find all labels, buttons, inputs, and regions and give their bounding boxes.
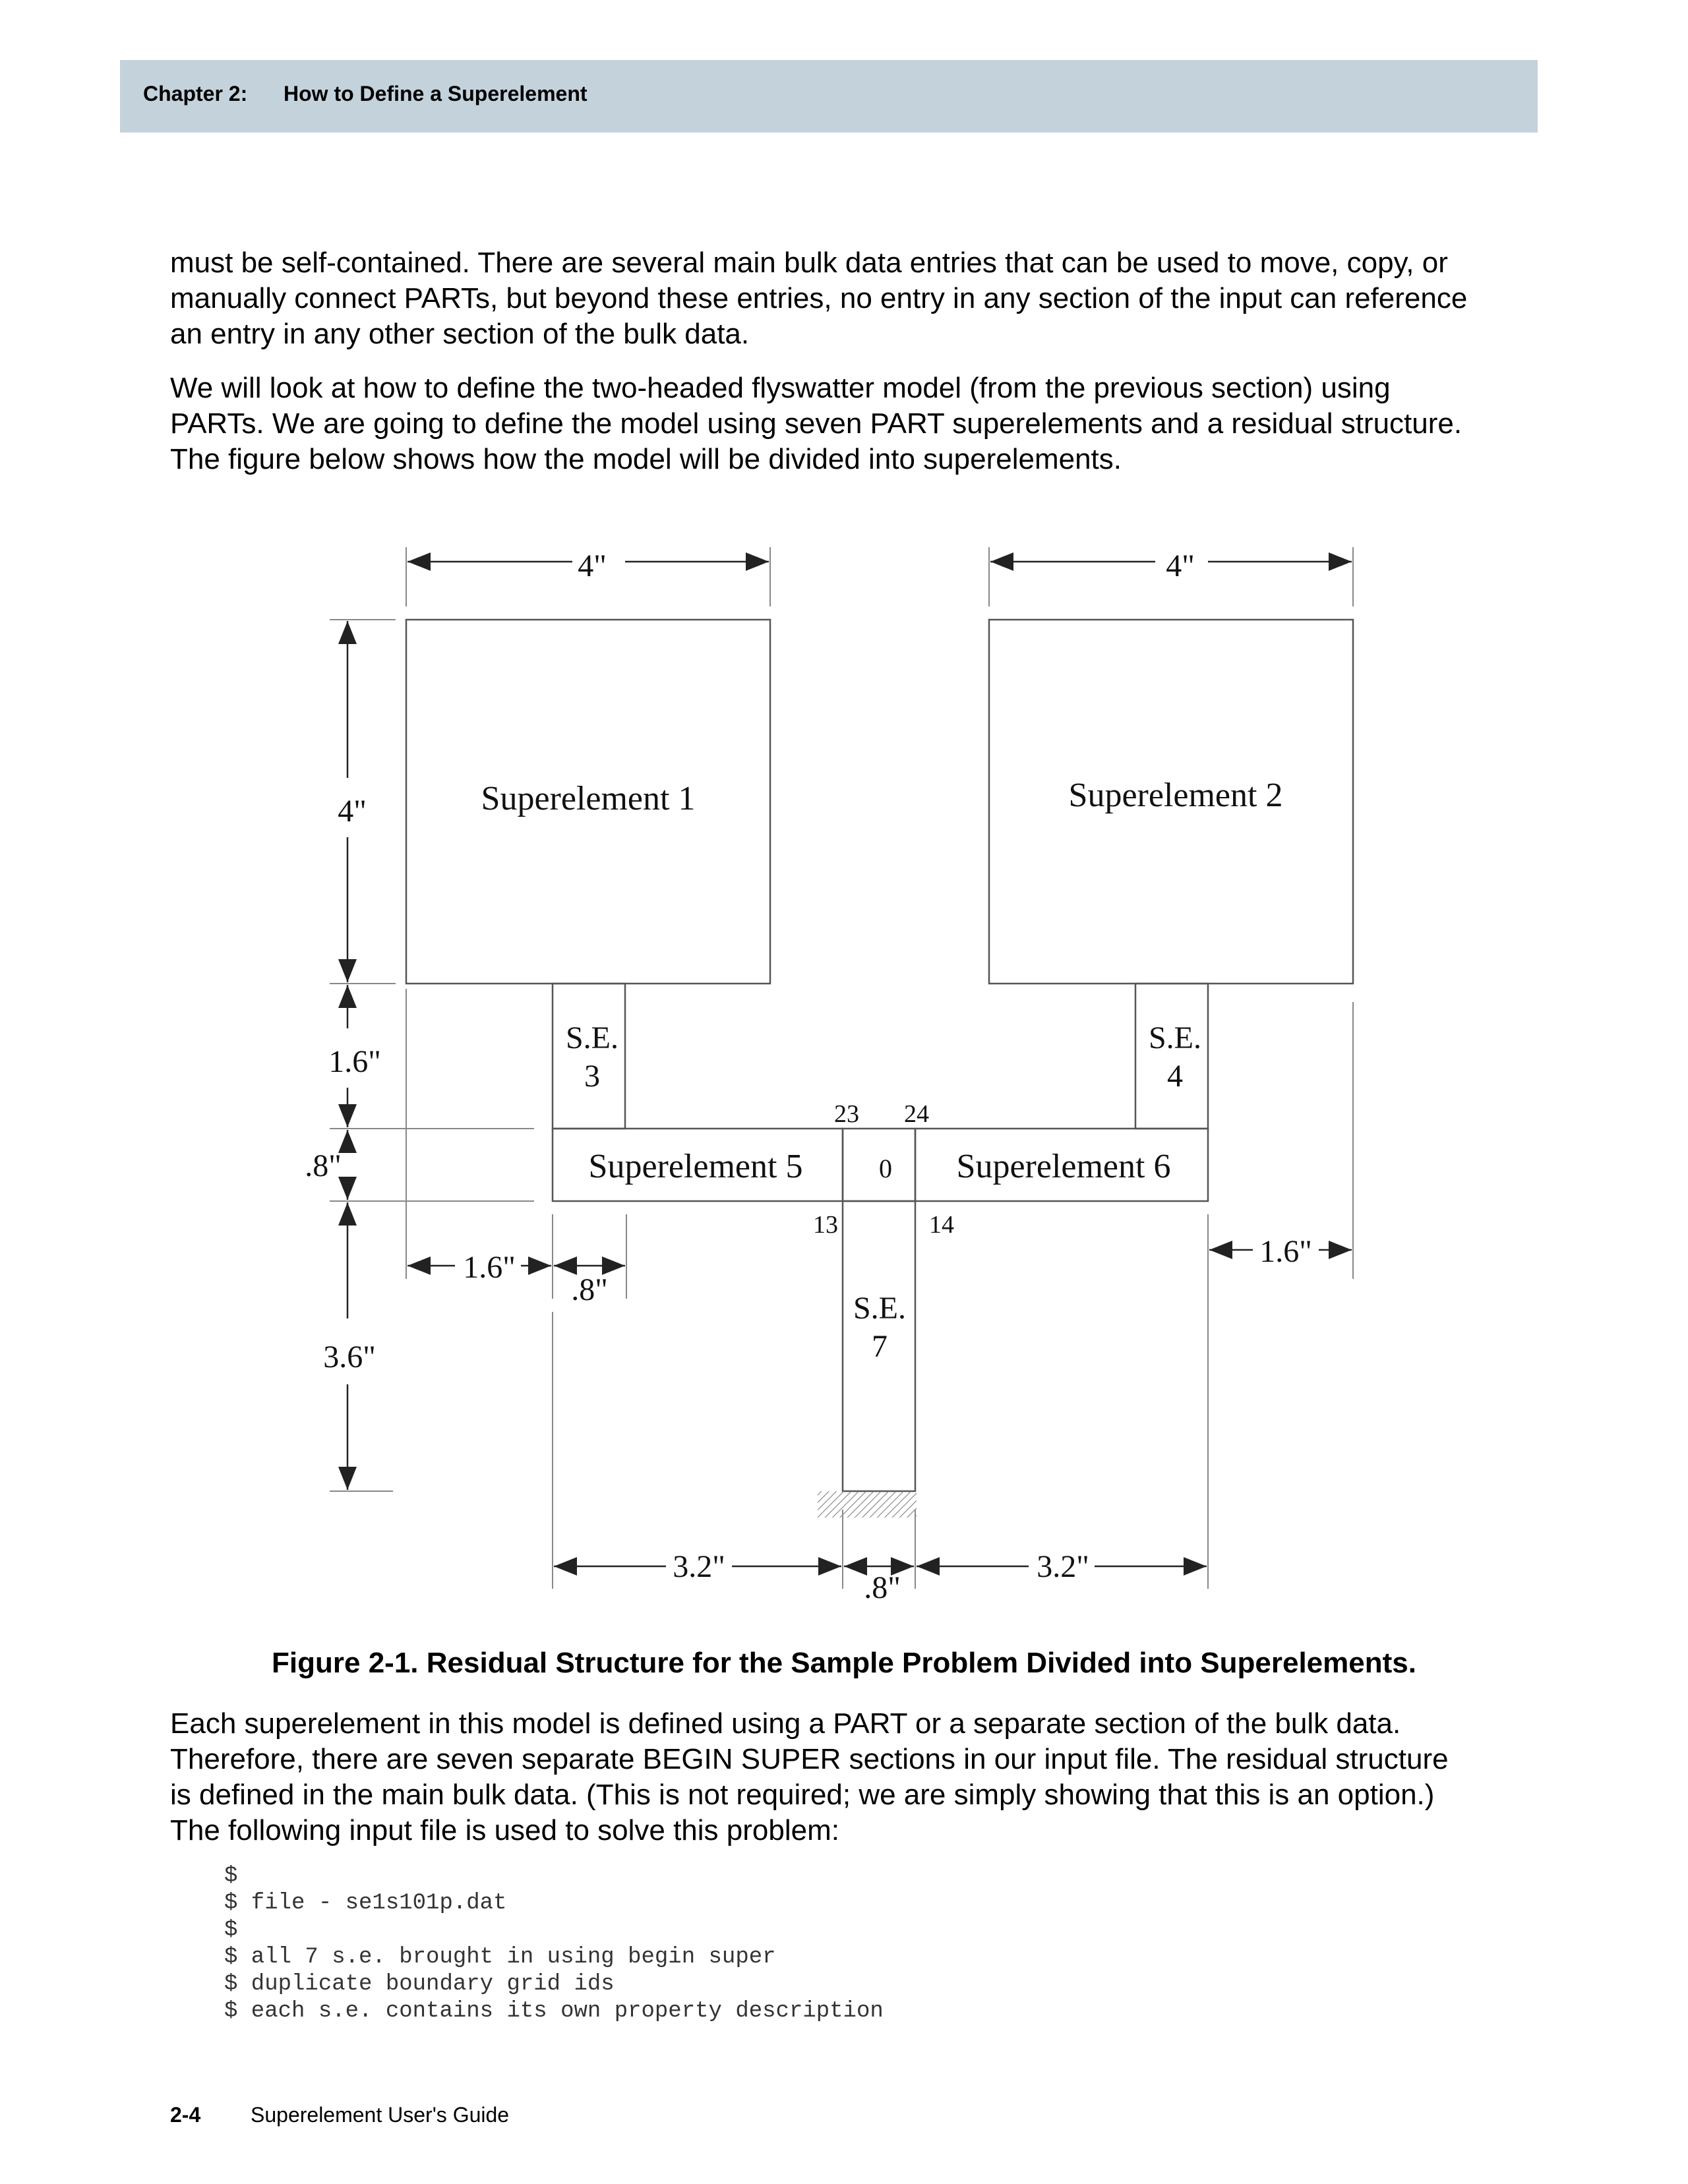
figure-caption: Figure 2-1. Residual Structure for the Sample Problem Divided into Superelements. [272, 1647, 1416, 1679]
grid-id-24: 24 [904, 1100, 929, 1128]
ground-hatch [818, 1491, 917, 1518]
code-line: $ duplicate boundary grid ids [224, 1972, 615, 1997]
code-line: $ [224, 1918, 238, 1943]
dim-top-left-width: 4" [578, 548, 607, 583]
paragraph-line: The following input file is used to solve this problem: [170, 1814, 839, 1846]
dim-offset-right-1-6: 1.6" [1259, 1234, 1312, 1269]
code-line: $ file - se1s101p.dat [224, 1891, 507, 1916]
chapter-number: Chapter 2: [143, 82, 248, 105]
paragraph-line: Therefore, there are seven separate BEGIN SUPER sections in our input file. The residual structure [170, 1743, 1449, 1775]
dim-bottom-left-3-2: 3.2" [673, 1549, 725, 1584]
se-3-box [553, 984, 625, 1129]
footer-book-title: Superelement User's Guide [251, 2103, 510, 2127]
se-4-box [1135, 984, 1208, 1129]
se-4-label-line2: 4 [1167, 1059, 1183, 1094]
code-line: $ each s.e. contains its own property description [224, 1999, 884, 2024]
dim-offset-left-1-6: 1.6" [463, 1250, 516, 1285]
superelement-1-label: Superelement 1 [481, 780, 696, 817]
input-file-listing [224, 1863, 884, 2025]
paragraph-line: manually connect PARTs, but beyond these entries, no entry in any section of the input can reference [170, 282, 1468, 314]
code-line: $ [224, 1864, 238, 1889]
paragraph-line: Each superelement in this model is defined using a PART or a separate section of the bulk data. [170, 1707, 1401, 1740]
dim-bottom-right-3-2: 3.2" [1037, 1549, 1089, 1584]
se-3-label-line2: 3 [584, 1059, 600, 1094]
se-7-label-line1: S.E. [853, 1291, 907, 1326]
paragraph-line: We will look at how to define the two-headed flyswatter model (from the previous section) using [170, 372, 1391, 404]
se-4-label-line1: S.E. [1148, 1020, 1202, 1055]
superelement-6-label: Superelement 6 [956, 1148, 1171, 1185]
grid-id-13: 13 [813, 1211, 838, 1239]
grid-id-23: 23 [834, 1100, 859, 1128]
paragraph-line: is defined in the main bulk data. (This is not required; we are simply showing that this is an option.) [170, 1779, 1435, 1811]
paragraph-1 [170, 245, 1542, 352]
paragraph-2 [170, 370, 1542, 477]
paragraph-line: PARTs. We are going to define the model using seven PART superelements and a residual structure. [170, 407, 1462, 440]
code-line: $ all 7 s.e. brought in using begin super [224, 1945, 776, 1970]
dim-bottom-mid-0-8: .8" [864, 1570, 901, 1605]
page-number: 2-4 [170, 2103, 201, 2127]
dim-top-right-width: 4" [1166, 548, 1195, 583]
superelement-5-label: Superelement 5 [588, 1148, 803, 1185]
se-3-label-line1: S.E. [565, 1020, 619, 1055]
dim-left-height-3-6: 3.6" [323, 1340, 376, 1374]
dim-left-height-4: 4" [338, 794, 367, 829]
chapter-title: How to Define a Superelement [284, 82, 588, 105]
dim-offset-left-0-8: .8" [571, 1272, 608, 1307]
dim-left-height-1-6: 1.6" [328, 1044, 381, 1079]
paragraph-3 [170, 1706, 1542, 1848]
superelement-2-label: Superelement 2 [1068, 777, 1283, 814]
paragraph-line: The figure below shows how the model will be divided into superelements. [170, 443, 1122, 475]
se-7-label-line2: 7 [872, 1329, 888, 1364]
grid-id-14: 14 [929, 1211, 954, 1239]
dim-left-height-0-8: .8" [305, 1148, 342, 1183]
paragraph-line: must be self-contained. There are several main bulk data entries that can be used to move, copy, or [170, 247, 1448, 279]
residual-label: 0 [879, 1154, 892, 1183]
paragraph-line: an entry in any other section of the bulk data. [170, 318, 750, 350]
superelement-figure [0, 514, 1688, 1622]
